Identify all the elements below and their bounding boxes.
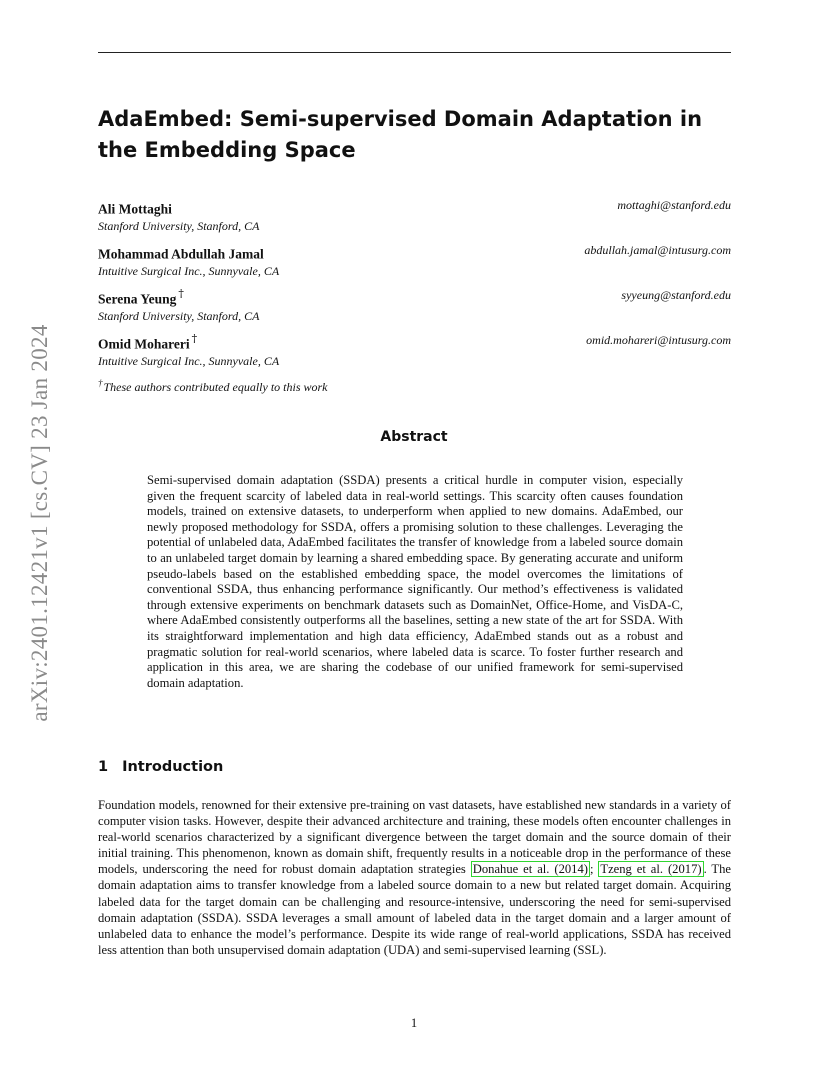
author-block xyxy=(98,197,731,234)
author-affiliation: Intuitive Surgical Inc., Sunnyvale, CA xyxy=(98,264,280,279)
author-email[interactable]: syyeung@stanford.edu xyxy=(621,288,731,302)
author-block xyxy=(98,332,731,369)
author-affiliation: Stanford University, Stanford, CA xyxy=(98,309,260,324)
author-email[interactable]: mottaghi@stanford.edu xyxy=(617,198,731,212)
abstract-heading: Abstract xyxy=(380,429,448,445)
intro-text: Foundation models, renowned for their extensive pre-training on vast datasets, have established new standards in a variety of computer vision tasks. However, despite their advanced architecture and training, these models often encounter challenges in real-world scenarios characterized by a significant divergence between the target domain and the source domain of their initial training. This phenomenon, known as domain shift, frequently results in a noticeable drop in the performance of these models, underscoring the need for robust domain adaptation strategies xyxy=(98,798,731,877)
author-name: Mohammad Abdullah Jamal xyxy=(98,246,264,262)
top-rule xyxy=(98,52,731,53)
author-affiliation: Intuitive Surgical Inc., Sunnyvale, CA xyxy=(98,354,280,369)
author-email[interactable]: omid.mohareri@intusurg.com xyxy=(586,333,731,347)
paper-title: AdaEmbed: Semi-supervised Domain Adaptation in the Embedding Space xyxy=(98,107,703,162)
section-title: Introduction xyxy=(122,759,224,775)
author-name: Ali Mottaghi xyxy=(98,201,172,217)
citation-separator: ; xyxy=(589,862,599,877)
abstract-text: Semi-supervised domain adaptation (SSDA) presents a critical hurdle in computer vision, especially given the frequent scarcity of labeled data in real-world settings. This scarcity often causes foundation models, trained on extensive datasets, to underperform when applied to new domains. AdaEmbed, our newly proposed methodology for SSDA, offers a promising solution to these challenges. Leveraging the potential of unlabeled data, AdaEmbed facilitates the transfer of knowledge from a labeled source domain to an unlabeled target domain by learning a shared embedding space. By generating accurate and uniform pseudo-labels based on the established embedding space, the model overcomes the limitations of conventional SSDA, thus enhancing performance significantly. Our method’s effectiveness is validated through extensive experiments on benchmark datasets such as DomainNet, Office-Home, and VisDA-C, where AdaEmbed consistently outperforms all the baselines, setting a new state of the art for SSDA. With its straightforward implementation and high data efficiency, AdaEmbed stands out as a robust and pragmatic solution for real-world scenarios, where labeled data is scarce. To foster further research and application in this area, we are sharing the codebase of our unified framework for semi-supervised domain adaptation. xyxy=(147,473,683,690)
equal-contribution-note xyxy=(98,378,328,395)
author-name: Serena Yeung xyxy=(98,291,177,307)
citation-link[interactable]: Donahue et al. (2014) xyxy=(472,862,588,877)
author-name: Omid Mohareri xyxy=(98,336,190,352)
intro-text: . The domain adaptation aims to transfer knowledge from a labeled source domain to a new but related target domain. Acquiring labeled data for the target domain can be challenging and resource-intensive, underscoring the need for semi-supervised domain adaptation (SSDA). SSDA leverages a small amount of labeled data in the target domain and a larger amount of unlabeled data to enhance the model’s performance. Despite its wide range of real-world applications, SSDA has received less attention than both unsupervised domain adaptation (UDA) and semi-supervised learning (SSL). xyxy=(98,862,731,957)
author-email[interactable]: abdullah.jamal@intusurg.com xyxy=(584,243,731,257)
dagger-symbol: † xyxy=(98,378,103,388)
section-heading xyxy=(98,759,223,775)
author-block xyxy=(98,242,731,279)
section-number: 1 xyxy=(98,759,109,775)
author-dagger: † xyxy=(178,287,184,300)
author-affiliation: Stanford University, Stanford, CA xyxy=(98,219,260,234)
author-block xyxy=(98,287,731,324)
author-dagger: † xyxy=(191,332,198,345)
introduction-paragraph xyxy=(98,797,731,958)
page-number: 1 xyxy=(410,1016,418,1030)
arxiv-identifier: arXiv:2401.12421v1 [cs.CV] 23 Jan 2024 xyxy=(27,324,52,722)
equal-contribution-text: These authors contributed equally to this work xyxy=(103,380,328,394)
citation-link[interactable]: Tzeng et al. (2017) xyxy=(600,862,702,877)
